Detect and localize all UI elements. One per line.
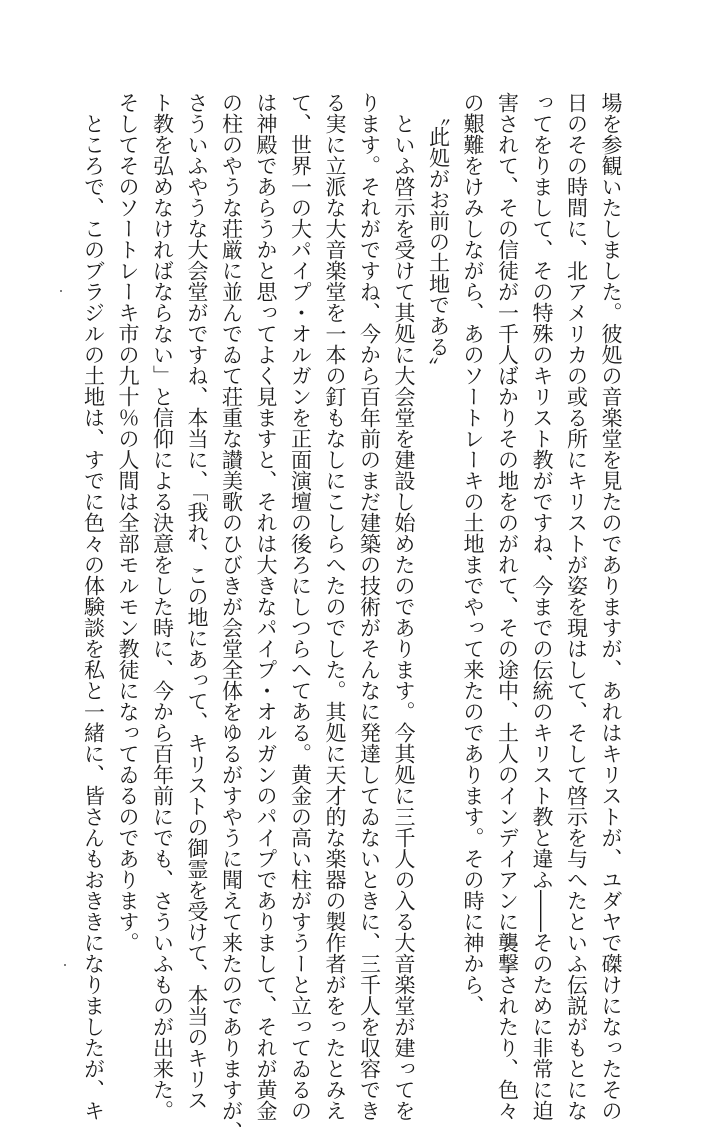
text-column-10: て、世界一の大パイプ・オルガンを正面演壇の後ろにしつらへてある。黄金の高い柱がすうーと立ってゐるの <box>288 92 313 1121</box>
text-column-12: の柱のやうな荘厳に並んでゐて荘重な讃美歌のひびきが会堂全体をゆるがすやうに聞えて来たのでありますが、 <box>219 92 244 1142</box>
text-column-14: ト教を弘めなければならない」と信仰による決意をした時に、今から百年前にでも、さういふものが出来た。 <box>150 92 175 1121</box>
vertical-text-body <box>81 92 628 1142</box>
text-column-13: さういふやうな大会堂がですね、本当に、「我れ、この地にあって、キリストの御霊を受けて、本当のキリス <box>185 92 209 1111</box>
text-column-8: ります。それがですね、今から百年前のまだ建築の技術がそんなに発達してゐないときに、三千人を収容でき <box>357 92 382 1121</box>
text-column-11: は神殿であらうかと思ってよく見ますと、それは大きなパイプ・オルガンのパイプでありまして、それが黄金 <box>254 92 278 1121</box>
text-column-9: る実に立派な大音楽堂を一本の釘もなしにこしらへたのでした。其処に天才的な楽器の製作者がをったとみえ <box>323 92 347 1121</box>
text-column-1: 場を参観いたしました。彼処の音楽堂を見たのでありますが、あれはキリストが、ユダヤで磔けになったその <box>599 92 623 1121</box>
text-column-6: 〝此処がお前の土地である〟 <box>426 104 451 378</box>
text-column-4: 害されて、その信徒が一千人ばかりその地をのがれて、その途中、土人のインデイアンに襲撃されたり、色々 <box>495 92 520 1121</box>
text-column-16: ところで、このブラジルの土地は、すでに色々の体験談を私と一緒に、皆さんもおききになりましたが、キ <box>81 113 106 1121</box>
text-column-7: といふ啓示を受けて其処に大会堂を建設し始めたのであります。今其処に三千人の入る大音楽堂が建ってを <box>392 113 416 1121</box>
text-column-2: 日のその時間に、北アメリカの或る所にキリストが姿を現はして、そして啓示を与へたといふ伝説がもとにな <box>564 92 589 1121</box>
scan-speck <box>60 290 62 292</box>
text-column-5: の艱難をけみしながら、あのソートレーキの土地までやって来たのであります。その時に神から、 <box>461 92 485 1016</box>
scan-speck <box>64 964 66 966</box>
text-column-15: そしてそのソートレーキ市の九十％の人間は全部モルモン教徒になってゐるのであります。 <box>116 92 140 953</box>
text-column-3: ってをりまして、その特殊のキリスト教がですね、今までの伝統のキリスト教と違ふ――そのために非常に迫 <box>530 92 554 1121</box>
